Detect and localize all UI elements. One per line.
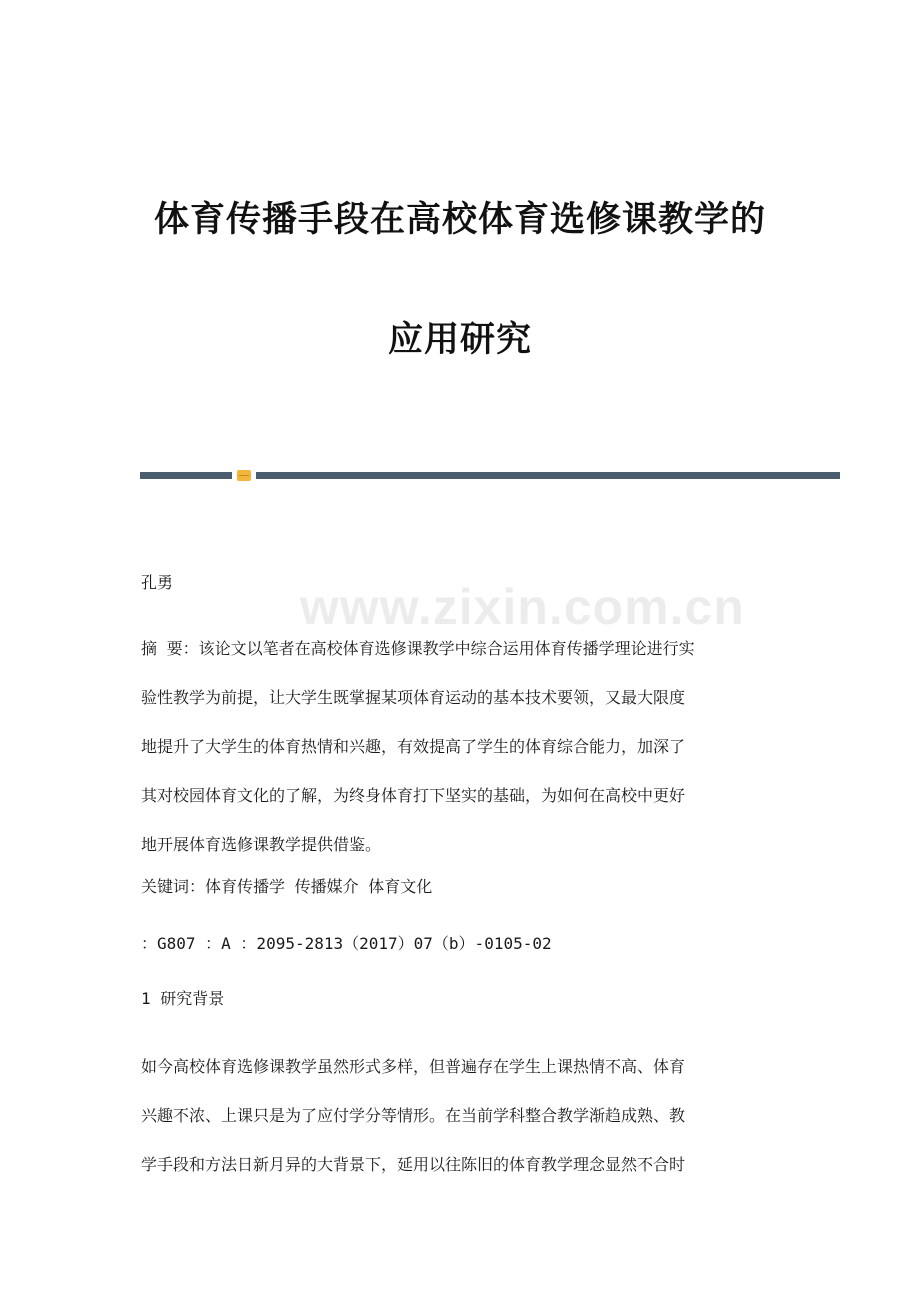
divider-bar-right bbox=[256, 472, 840, 479]
watermark: www.zixin.com.cn bbox=[300, 579, 745, 635]
body-line: 学手段和方法日新月异的大背景下，延用以往陈旧的体育教学理念显然不合时 bbox=[141, 1155, 686, 1174]
page-title-line-2: 应用研究 bbox=[387, 319, 532, 360]
classification-codes: ：G807 ：A ：2095-2813（2017）07（b）-0105-02 bbox=[141, 934, 552, 953]
body-paragraph bbox=[141, 1042, 786, 1189]
keywords: 关键词：体育传播学 传播媒介 体育文化 bbox=[141, 877, 433, 896]
abstract bbox=[141, 624, 786, 869]
divider-bar-left bbox=[140, 472, 232, 479]
title-divider bbox=[140, 469, 840, 483]
abstract-line: 其对校园体育文化的了解，为终身体育打下坚实的基础，为如何在高校中更好 bbox=[141, 786, 686, 805]
section-heading: 1 研究背景 bbox=[141, 989, 225, 1008]
author-name: 孔勇 bbox=[141, 573, 174, 592]
abstract-line: 摘 要：该论文以笔者在高校体育选修课教学中综合运用体育传播学理论进行实 bbox=[141, 639, 695, 658]
abstract-line: 地提升了大学生的体育热情和兴趣，有效提高了学生的体育综合能力，加深了 bbox=[141, 737, 686, 756]
divider-accent-icon bbox=[237, 470, 251, 481]
body-line: 兴趣不浓、上课只是为了应付学分等情形。在当前学科整合教学渐趋成熟、教 bbox=[141, 1106, 686, 1125]
page-title-line-1: 体育传播手段在高校体育选修课教学的 bbox=[153, 199, 766, 240]
abstract-line: 地开展体育选修课教学提供借鉴。 bbox=[141, 835, 382, 854]
body-line: 如今高校体育选修课教学虽然形式多样，但普遍存在学生上课热情不高、体育 bbox=[141, 1057, 686, 1076]
abstract-line: 验性教学为前提，让大学生既掌握某项体育运动的基本技术要领，又最大限度 bbox=[141, 688, 686, 707]
